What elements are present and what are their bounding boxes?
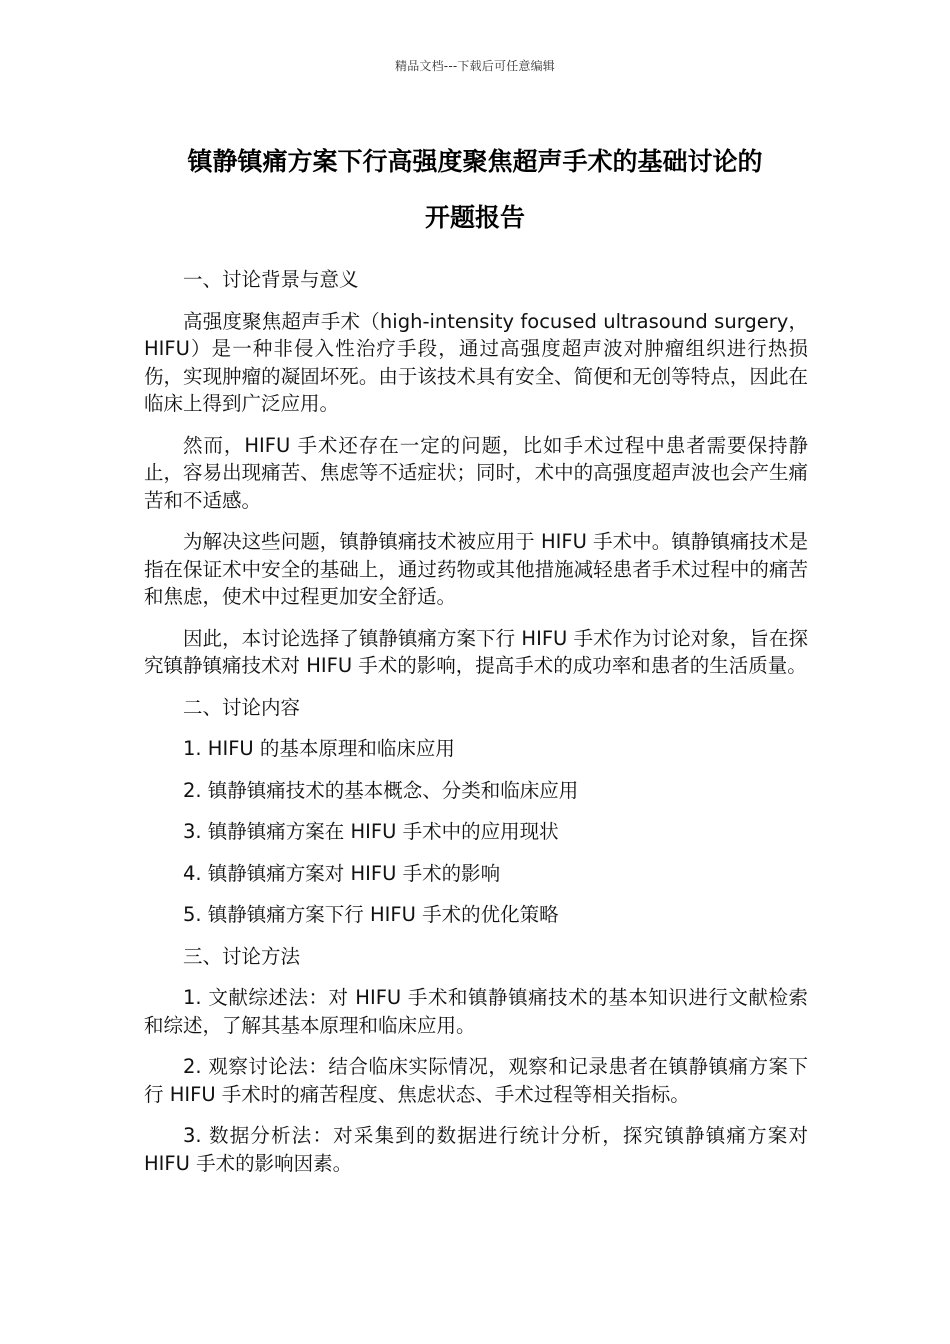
list-item: 2. 镇静镇痛技术的基本概念、分类和临床应用 xyxy=(183,778,579,802)
section-heading-content: 二、讨论内容 xyxy=(183,695,301,719)
list-item: 3. 镇静镇痛方案在 HIFU 手术中的应用现状 xyxy=(183,820,559,843)
paragraph: 高强度聚焦超声手术（high-intensity focused ultrasound surgery，HIFU）是一种非侵入性治疗手段，通过高强度超声波对肿瘤组织进行热损伤，实现肿瘤的凝固坏死。由于该技术具有安全、简便和无创等特点，因此在临床上得到广泛应用。 xyxy=(144,309,808,415)
list-item: 2. 观察讨论法：结合临床实际情况，观察和记录患者在镇静镇痛方案下行 HIFU 手术时的痛苦程度、焦虑状态、手术过程等相关指标。 xyxy=(144,1055,808,1106)
list-item: 1. HIFU 的基本原理和临床应用 xyxy=(183,737,455,760)
title-line-1: 镇静镇痛方案下行高强度聚焦超声手术的基础讨论的 xyxy=(187,147,763,176)
list-item: 4. 镇静镇痛方案对 HIFU 手术的影响 xyxy=(183,861,501,885)
header-note: 精品文档---下载后可任意编辑 xyxy=(395,59,555,73)
section-heading-methods: 三、讨论方法 xyxy=(183,944,301,968)
document-body xyxy=(144,266,808,1191)
list-item: 3. 数据分析法：对采集到的数据进行统计分析，探究镇静镇痛方案对 HIFU 手术的影响因素。 xyxy=(144,1124,808,1175)
title-line-2: 开题报告 xyxy=(424,203,525,232)
paragraph: 因此，本讨论选择了镇静镇痛方案下行 HIFU 手术作为讨论对象，旨在探究镇静镇痛技术对 HIFU 手术的影响，提高手术的成功率和患者的生活质量。 xyxy=(144,626,808,677)
section-heading-background: 一、讨论背景与意义 xyxy=(183,268,359,291)
paragraph: 然而，HIFU 手术还存在一定的问题，比如手术过程中患者需要保持静止，容易出现痛苦、焦虑等不适症状；同时，术中的高强度超声波也会产生痛苦和不适感。 xyxy=(144,433,808,512)
list-item: 1. 文献综述法：对 HIFU 手术和镇静镇痛技术的基本知识进行文献检索和综述，了解其基本原理和临床应用。 xyxy=(144,986,808,1037)
document-title xyxy=(130,134,820,246)
list-item: 5. 镇静镇痛方案下行 HIFU 手术的优化策略 xyxy=(183,903,559,926)
paragraph: 为解决这些问题，镇静镇痛技术被应用于 HIFU 手术中。镇静镇痛技术是指在保证术中安全的基础上，通过药物或其他措施减轻患者手术过程中的痛苦和焦虑，使术中过程更加安全舒适。 xyxy=(144,530,808,608)
